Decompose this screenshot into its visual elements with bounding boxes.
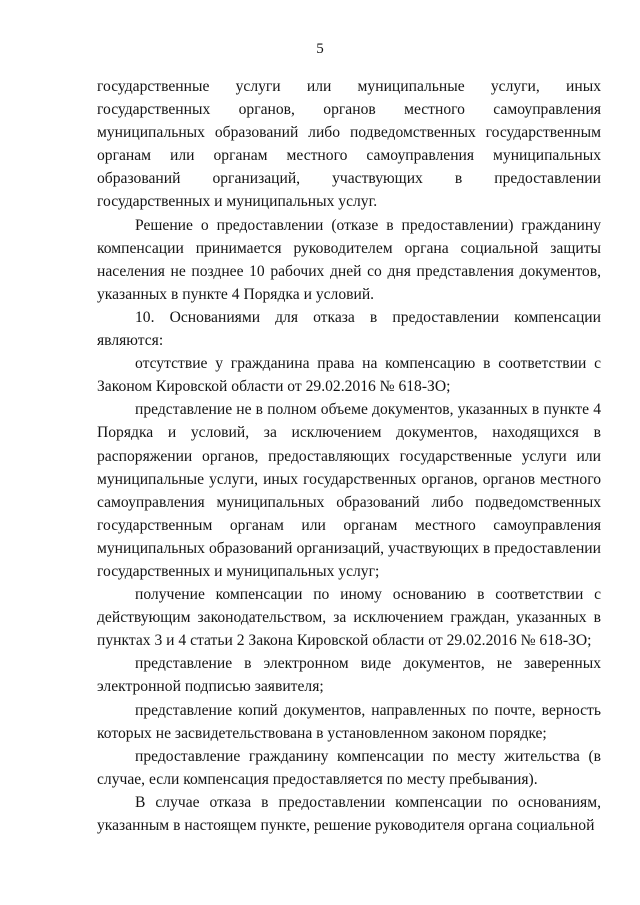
- paragraph-10: В случае отказа в предоставлении компенсации по основаниям, указанным в настоящем пункте, решение руководителя органа социальной: [97, 793, 601, 834]
- paragraph-7: представление в электронном виде документов, не заверенных электронной подписью заявителя;: [97, 655, 601, 696]
- paragraph-4: отсутствие у гражданина права на компенсацию в соответствии с Законом Кировской области от 29.02.2016 № 618-ЗО;: [97, 355, 601, 396]
- paragraph-3: 10. Основаниями для отказа в предоставлении компенсации являются:: [97, 308, 601, 350]
- paragraph-5: представление не в полном объеме документов, указанных в пункте 4 Порядка и условий, за исключением документов, находящихся в распоряжении органов, предоставляющих государственные услуги или муниципальные услуги, иных государственных органов, органов местного самоуправления муниципальных образований либо подведомственных государственным органам или органам местного самоуправления муниципальных образований организаций, участвующих в предоставлении государственных и муниципальных услуг;: [97, 401, 601, 580]
- paragraph-9: предоставление гражданину компенсации по месту жительства (в случае, если компенсация предоставляется по месту пребывания).: [97, 747, 601, 788]
- paragraph-6: получение компенсации по иному основанию в соответствии с действующим законодательством, за исключением граждан, указанных в пунктах 3 и 4 статьи 2 Закона Кировской области от 29.02.2016 № 618-ЗО;: [97, 586, 601, 650]
- paragraph-8: представление копий документов, направленных по почте, верность которых не засвидетельствована в установленном законом порядке;: [97, 701, 601, 742]
- document-body: [97, 75, 601, 837]
- page-number: 5: [316, 41, 324, 57]
- paragraph-2: Решение о предоставлении (отказе в предоставлении) гражданину компенсации принимается руководителем органа социальной защиты населения не позднее 10 рабочих дней со дня представления документов, указанных в пункте 4 Порядка и условий.: [97, 216, 601, 303]
- paragraph-1: государственные услуги или муниципальные услуги, иных государственных органов, органов местного самоуправления муниципальных образований либо подведомственных государственным органам или органам местного самоуправления муниципальных образований организаций, участвующих в предоставлении государственных и муниципальных услуг.: [97, 78, 601, 211]
